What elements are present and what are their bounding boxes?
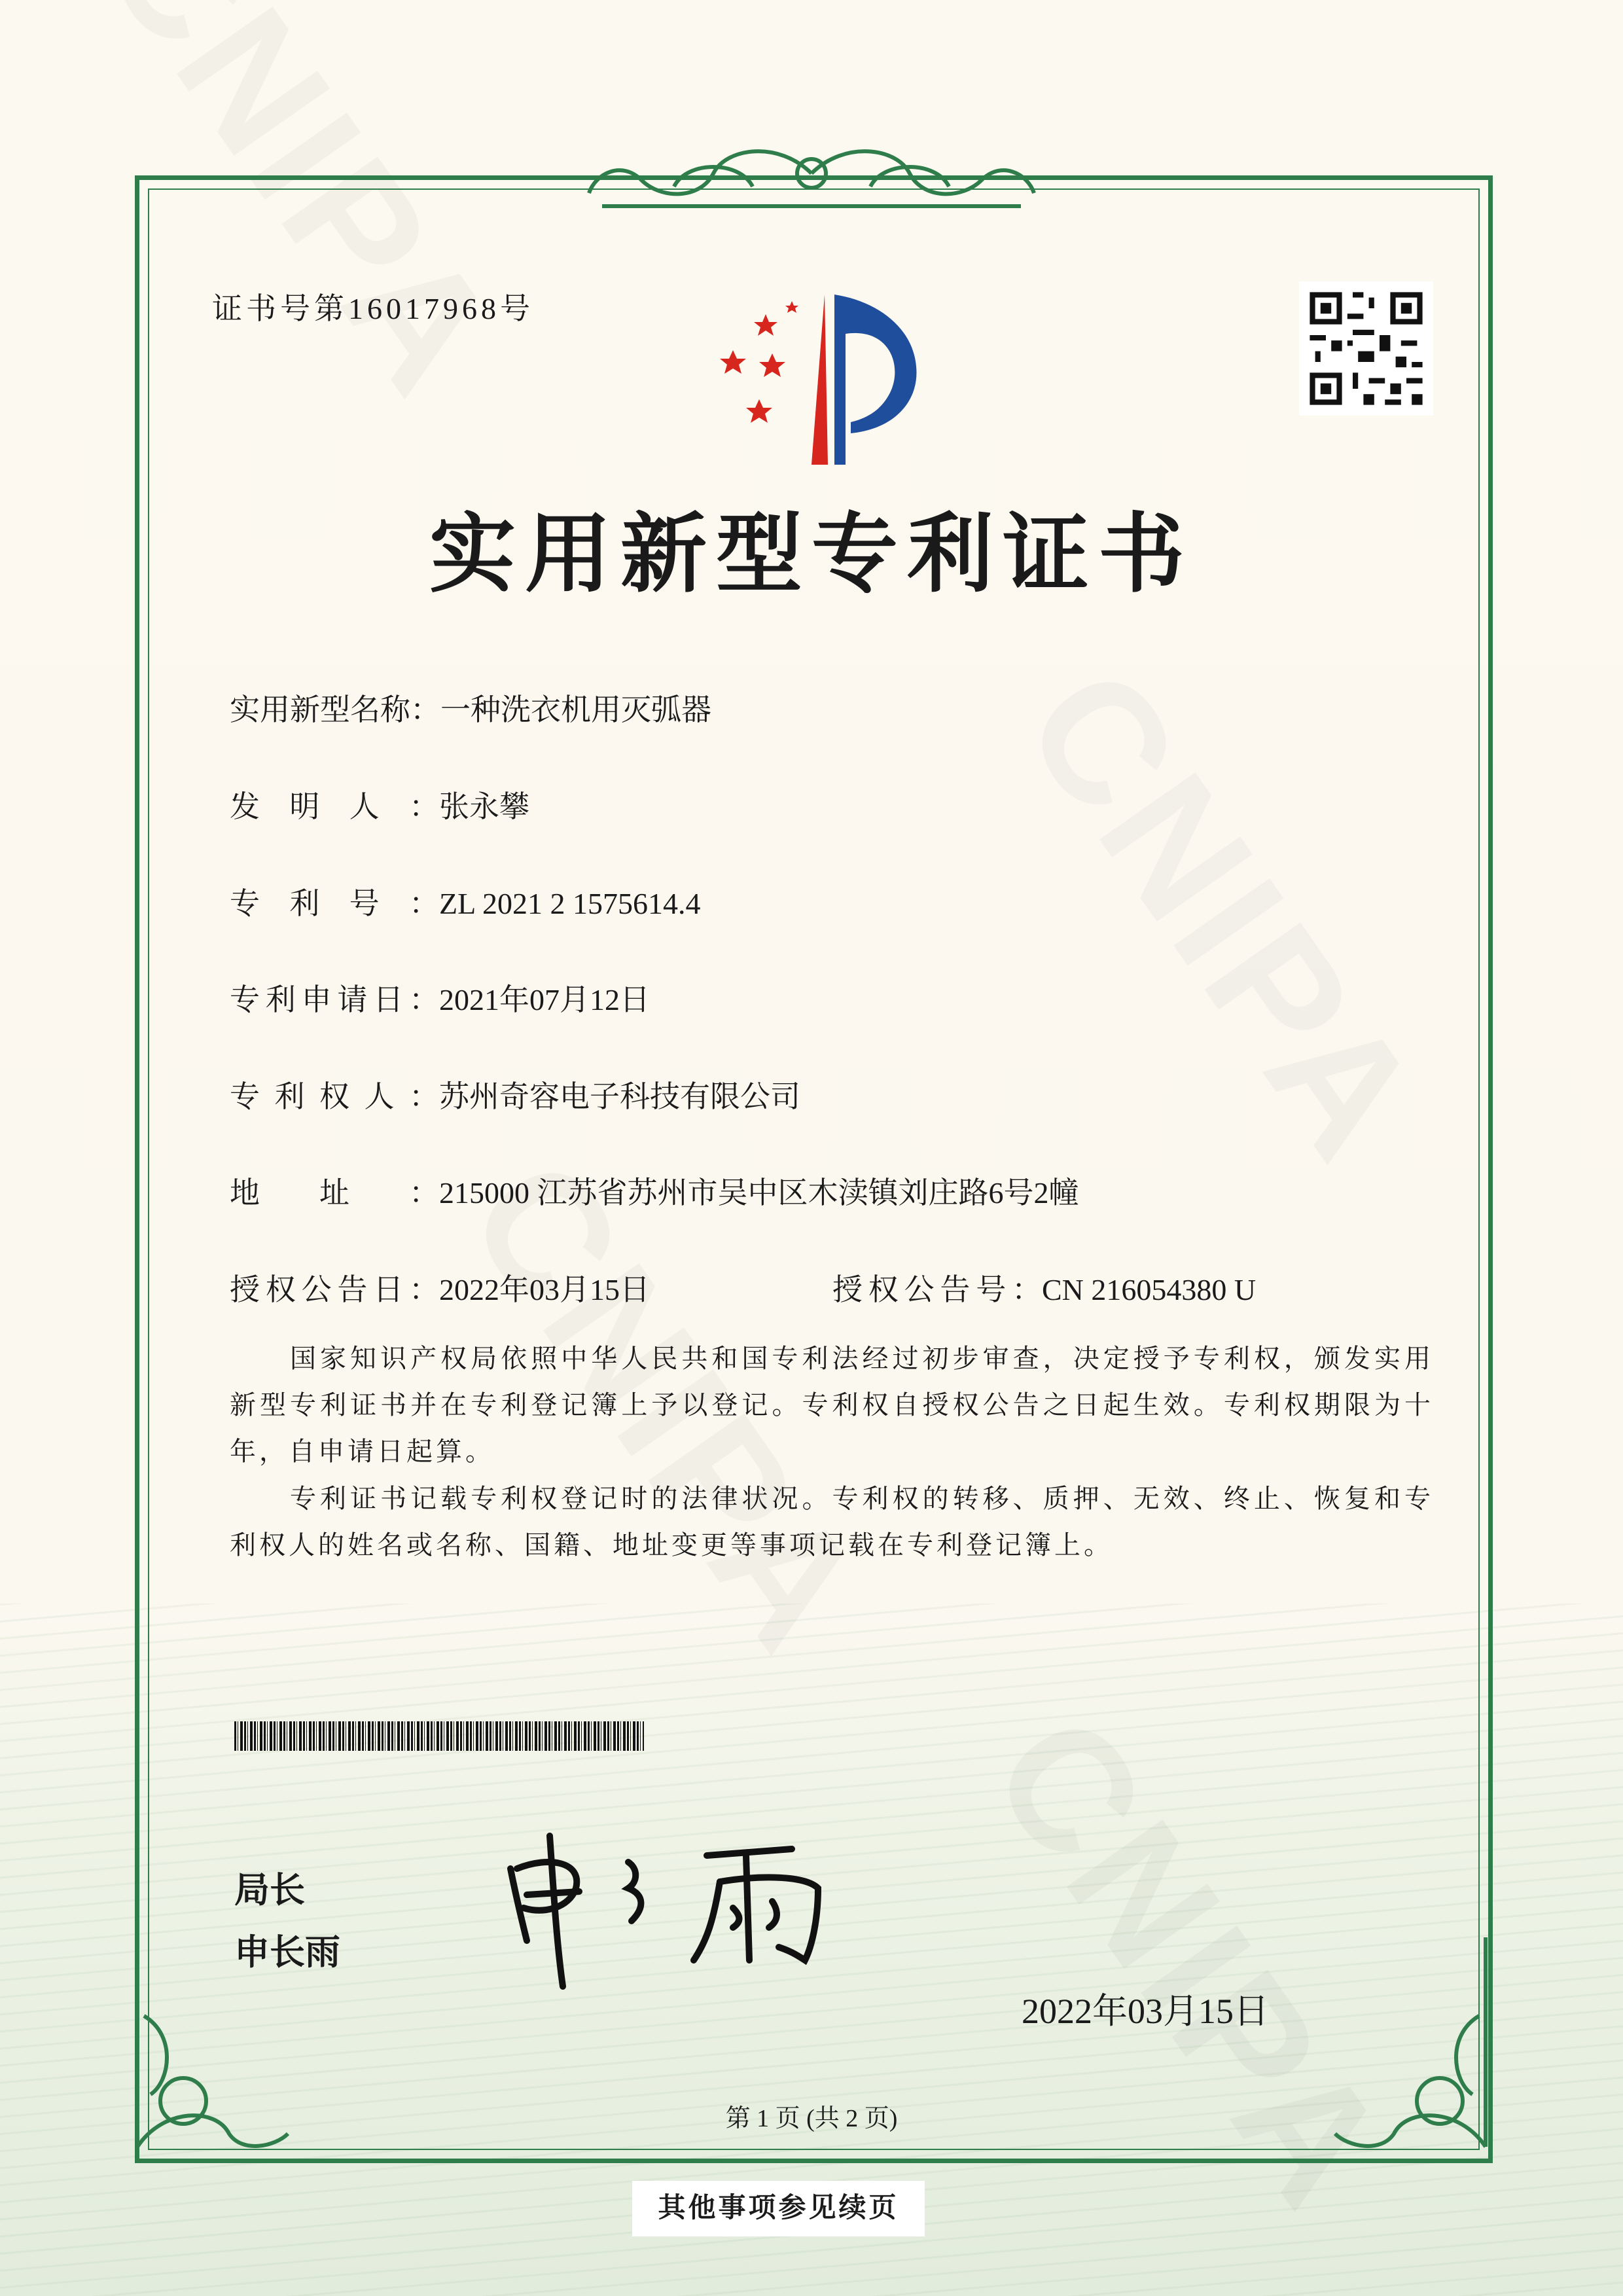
field-value: ZL 2021 2 1575614.4 <box>439 887 701 920</box>
field-label: 地址： <box>230 1176 439 1210</box>
barcode <box>234 1721 644 1751</box>
field-label: 实用新型名称： <box>230 693 440 726</box>
field-value: 张永攀 <box>439 790 529 823</box>
field-patent-number <box>230 880 701 923</box>
field-value: 215000 江苏省苏州市吴中区木渎镇刘庄路6号2幢 <box>439 1176 1079 1210</box>
qr-code <box>1299 281 1433 416</box>
signature <box>497 1829 838 1993</box>
legal-status-paragraph: 专利证书记载专利权登记时的法律状况。专利权的转移、质押、无效、终止、恢复和专利权人的姓名或名称、国籍、地址变更等事项记载在专利登记簿上。 <box>230 1484 1434 1560</box>
field-label: 授权公告日： <box>230 1273 439 1306</box>
field-filing-date <box>230 976 650 1019</box>
field-value: 2022年03月15日 <box>439 1273 650 1306</box>
signatory-title: 局长 <box>234 1871 305 1910</box>
field-grant-date <box>230 1266 650 1309</box>
field-value: 一种洗衣机用灭弧器 <box>440 693 711 726</box>
signatory-name: 申长雨 <box>234 1933 340 1972</box>
field-label: 授权公告号： <box>832 1273 1042 1306</box>
continued-note: 其他事项参见续页 <box>632 2181 925 2236</box>
field-label: 专利申请日： <box>230 983 439 1016</box>
field-grant-number <box>832 1266 1256 1309</box>
certificate-number: 证书号第16017968号 <box>212 292 534 325</box>
issue-date: 2022年03月15日 <box>1022 1992 1269 2031</box>
field-value: 2021年07月12日 <box>439 983 650 1016</box>
field-value: 苏州奇容电子科技有限公司 <box>439 1080 800 1113</box>
page-number: 第 1 页 (共 2 页) <box>725 2105 898 2132</box>
field-label: 发明人： <box>230 790 439 823</box>
field-value: CN 216054380 U <box>1042 1273 1257 1306</box>
field-label: 专利号： <box>230 887 439 920</box>
field-patentee <box>230 1073 800 1116</box>
field-utility-model-name <box>230 686 711 729</box>
top-ornament <box>582 134 1041 219</box>
cnipa-logo <box>694 288 936 471</box>
page-title: 实用新型专利证书 <box>429 507 1194 603</box>
grant-statement-paragraph: 国家知识产权局依照中华人民共和国专利法经过初步审查，决定授予专利权，颁发实用新型专利证书并在专利登记簿上予以登记。专利权自授权公告之日起生效。专利权期限为十年，自申请日起算。 <box>230 1344 1434 1466</box>
field-inventor <box>230 783 529 826</box>
field-label: 专利权人： <box>230 1080 439 1113</box>
field-address <box>230 1169 1079 1212</box>
